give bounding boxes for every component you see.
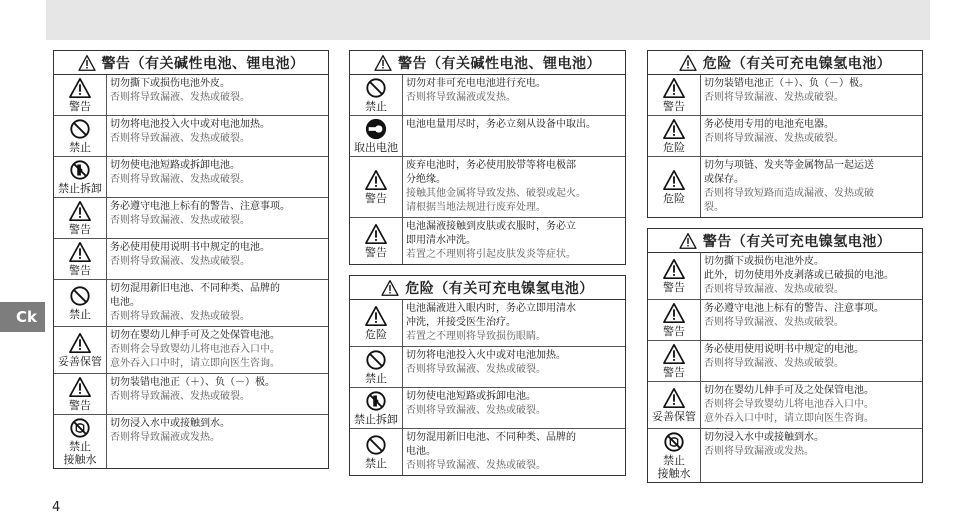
prohibited-icon — [365, 77, 387, 99]
consequence-text: 否则将导致漏液、发热或破裂。 — [406, 405, 546, 416]
instruction-text: 切勿在婴幼儿伸手可及之处保管电池。 — [704, 385, 874, 396]
warning-triangle-icon — [663, 302, 685, 324]
symbol-label: 禁止 — [365, 457, 387, 470]
safety-row — [54, 238, 328, 279]
safety-box-title: 危险（有关可充电镍氢电池） — [702, 55, 892, 72]
safety-row — [648, 115, 922, 156]
warning-triangle-icon — [69, 200, 91, 222]
symbol-cell — [648, 157, 701, 217]
no-disassemble-icon — [365, 390, 387, 412]
keep-away-from-children-icon — [663, 387, 685, 409]
symbol-cell — [54, 116, 107, 156]
safety-row — [350, 387, 625, 428]
text-cell — [107, 374, 328, 414]
no-water-icon — [663, 431, 685, 453]
text-cell — [403, 429, 625, 475]
text-cell — [701, 157, 922, 217]
safety-row — [648, 428, 922, 482]
text-cell — [701, 116, 922, 156]
safety-row — [648, 253, 922, 299]
symbol-label: 警告 — [663, 366, 685, 379]
consequence-text: 否则将导致漏液、发热或破裂。 — [704, 92, 844, 103]
header-warning-icon — [374, 55, 392, 71]
safety-box-header — [54, 51, 328, 75]
header-warning-icon — [679, 233, 697, 249]
page-number: 4 — [52, 500, 61, 515]
instruction-text: 切勿浸入水中或接触到水。 — [704, 432, 824, 443]
consequence-text: 否则将导致漏液、发热或破裂。 — [110, 311, 250, 322]
instruction-text: 切勿装错电池正（＋）、负（－）极。 — [704, 78, 869, 89]
consequence-text: 裂。 — [704, 202, 724, 213]
symbol-label: 取出电池 — [354, 141, 398, 154]
safety-row — [54, 373, 328, 414]
symbol-cell — [54, 75, 107, 115]
safety-row — [54, 279, 328, 326]
consequence-text: 否则将导致漏液或发热。 — [110, 432, 220, 443]
instruction-text: 电池漏液接触到皮肤或衣服时，务必立 — [406, 221, 576, 232]
consequence-text: 否则将导致漏液、发热或破裂。 — [704, 317, 844, 328]
consequence-text: 否则将导致短路而造成漏液、发热或破 — [704, 188, 874, 199]
symbol-cell — [54, 280, 107, 326]
header-warning-icon — [679, 55, 697, 71]
column-middle — [349, 50, 626, 476]
symbol-label: 禁止 — [69, 141, 91, 154]
instruction-text: 切勿混用新旧电池、不同种类、品牌的 — [406, 432, 576, 443]
text-cell — [107, 116, 328, 156]
symbol-label: 禁止 — [365, 100, 387, 113]
no-disassemble-icon — [69, 159, 91, 181]
warning-triangle-icon — [365, 223, 387, 245]
text-cell — [403, 218, 625, 264]
symbol-label: 禁止 接触水 — [657, 454, 691, 480]
symbol-cell — [350, 347, 403, 387]
safety-row — [648, 340, 922, 381]
header-warning-icon — [381, 280, 399, 296]
top-banner — [46, 0, 930, 40]
warning-triangle-icon — [365, 169, 387, 191]
symbol-cell — [54, 198, 107, 238]
symbol-label: 警告 — [663, 281, 685, 294]
symbol-cell — [350, 300, 403, 346]
instruction-text: 切勿将电池投入火中或对电池加热。 — [110, 119, 270, 130]
instruction-text: 务必使用使用说明书中规定的电池。 — [704, 344, 864, 355]
symbol-cell — [350, 429, 403, 475]
instruction-text: 务必使用使用说明书中规定的电池。 — [110, 242, 270, 253]
safety-box-header — [350, 276, 625, 300]
warning-triangle-icon — [663, 77, 685, 99]
safety-row — [54, 115, 328, 156]
text-cell — [107, 280, 328, 326]
instruction-text: 切勿浸入水中或接触到水。 — [110, 418, 230, 429]
text-cell — [701, 382, 922, 428]
warning-triangle-icon — [663, 118, 685, 140]
warning-triangle-icon — [69, 77, 91, 99]
symbol-cell — [648, 382, 701, 428]
instruction-text: 务必遵守电池上标有的警告、注意事项。 — [704, 303, 884, 314]
text-cell — [403, 388, 625, 428]
text-cell — [701, 341, 922, 381]
safety-row — [54, 326, 328, 373]
consequence-text: 否则将导致漏液、发热或破裂。 — [110, 256, 250, 267]
safety-row — [54, 156, 328, 197]
symbol-label: 禁止 接触水 — [63, 440, 97, 466]
instruction-text: 冲洗，并接受医生治疗。 — [406, 317, 516, 328]
symbol-label: 妥善保管 — [652, 410, 696, 423]
symbol-cell — [54, 327, 107, 373]
instruction-text: 电池漏液进入眼内时，务必立即用清水 — [406, 303, 576, 314]
instruction-text: 切勿将电池投入火中或对电池加热。 — [406, 350, 566, 361]
symbol-cell — [350, 157, 403, 217]
symbol-label: 禁止 — [365, 372, 387, 385]
instruction-text: 分绝缘。 — [406, 174, 446, 185]
instruction-text: 即用清水冲洗。 — [406, 235, 476, 246]
symbol-label: 禁止 — [69, 308, 91, 321]
instruction-text: 此外，切勿使用外皮剥落或已破损的电池。 — [704, 270, 894, 281]
consequence-text: 接触其他金属将导致发热、破裂或起火。 — [406, 188, 586, 199]
text-cell — [403, 157, 625, 217]
consequence-text: 否则将导致漏液、发热或破裂。 — [110, 133, 250, 144]
consequence-text: 若置之不理则将导致损伤眼睛。 — [406, 331, 546, 342]
symbol-label: 警告 — [663, 100, 685, 113]
instruction-text: 切勿对非可充电电池进行充电。 — [406, 78, 546, 89]
symbol-cell — [648, 75, 701, 115]
symbol-label: 警告 — [365, 246, 387, 259]
text-cell — [403, 300, 625, 346]
consequence-text: 否则将导致漏液、发热或破裂。 — [110, 174, 250, 185]
symbol-label: 危险 — [663, 141, 685, 154]
safety-row — [350, 75, 625, 115]
safety-row — [54, 197, 328, 238]
consequence-text: 若置之不理则将引起皮肤发炎等症状。 — [406, 249, 576, 260]
consequence-text: 否则将导致漏液、发热或破裂。 — [704, 358, 844, 369]
safety-row — [350, 115, 625, 156]
instruction-text: 务必使用专用的电池充电器。 — [704, 119, 834, 130]
instruction-text: 电池。 — [110, 297, 140, 308]
safety-box — [647, 50, 923, 218]
instruction-text: 切勿在婴幼儿伸手可及之处保管电池。 — [110, 330, 280, 341]
safety-box-header — [350, 51, 625, 75]
consequence-text: 意外吞入口中时，请立即向医生咨询。 — [110, 358, 280, 369]
warning-triangle-icon — [69, 376, 91, 398]
text-cell — [403, 75, 625, 115]
text-cell — [107, 239, 328, 279]
instruction-text: 切勿装错电池正（＋）、负（－）极。 — [110, 377, 275, 388]
symbol-cell — [350, 388, 403, 428]
text-cell — [107, 415, 328, 468]
safety-box — [349, 50, 626, 265]
symbol-label: 妥善保管 — [58, 355, 102, 368]
consequence-text: 否则将导致漏液、发热或破裂。 — [406, 364, 546, 375]
text-cell — [403, 347, 625, 387]
safety-box-title: 警告（有关碱性电池、锂电池） — [398, 55, 601, 72]
column-right — [647, 50, 923, 483]
safety-row — [54, 75, 328, 115]
keep-away-from-children-icon — [69, 332, 91, 354]
header-warning-icon — [78, 55, 96, 71]
text-cell — [701, 253, 922, 299]
instruction-text: 切勿使电池短路或拆卸电池。 — [406, 391, 536, 402]
no-water-icon — [69, 417, 91, 439]
symbol-label: 警告 — [69, 399, 91, 412]
prohibited-icon — [365, 349, 387, 371]
safety-row — [54, 414, 328, 468]
warning-triangle-icon — [663, 258, 685, 280]
safety-box — [53, 50, 329, 469]
safety-box-title: 危险（有关可充电镍氢电池） — [405, 280, 594, 297]
safety-row — [350, 156, 625, 217]
instruction-text: 切勿混用新旧电池、不同种类、品牌的 — [110, 283, 280, 294]
safety-box-header — [648, 51, 922, 75]
safety-row — [350, 428, 625, 475]
instruction-text: 切勿撕下或损伤电池外皮。 — [704, 256, 824, 267]
symbol-cell — [350, 116, 403, 156]
safety-row — [350, 300, 625, 346]
symbol-cell — [54, 415, 107, 468]
consequence-text: 否则将导致漏液或发热。 — [704, 446, 814, 457]
symbol-label: 禁止拆卸 — [354, 413, 398, 426]
consequence-text: 否则将导致漏液、发热或破裂。 — [704, 133, 844, 144]
symbol-cell — [648, 253, 701, 299]
text-cell — [701, 429, 922, 482]
prohibited-icon — [69, 118, 91, 140]
safety-row — [648, 156, 922, 217]
warning-triangle-icon — [663, 169, 685, 191]
warning-triangle-icon — [365, 305, 387, 327]
text-cell — [107, 157, 328, 197]
text-cell — [701, 300, 922, 340]
instruction-text: 切勿使电池短路或拆卸电池。 — [110, 160, 240, 171]
text-cell — [107, 198, 328, 238]
symbol-cell — [350, 218, 403, 264]
safety-box-title: 警告（有关碱性电池、锂电池） — [101, 55, 305, 72]
prohibited-icon — [69, 285, 91, 307]
symbol-label: 危险 — [663, 192, 685, 205]
instruction-text: 切勿撕下或损伤电池外皮。 — [110, 78, 230, 89]
symbol-cell — [54, 374, 107, 414]
consequence-text: 否则将导致漏液、发热或破裂。 — [704, 284, 844, 295]
safety-box-title: 警告（有关可充电镍氢电池） — [702, 233, 892, 250]
safety-row — [648, 299, 922, 340]
symbol-cell — [648, 341, 701, 381]
instruction-text: 或保存。 — [704, 174, 744, 185]
symbol-cell — [54, 239, 107, 279]
symbol-cell — [648, 300, 701, 340]
symbol-cell — [54, 157, 107, 197]
instruction-text: 务必遵守电池上标有的警告、注意事项。 — [110, 201, 290, 212]
consequence-text: 意外吞入口中时，请立即向医生咨询。 — [704, 413, 874, 424]
consequence-text: 否则将导致漏液、发热或破裂。 — [406, 460, 546, 471]
instruction-text: 电池。 — [406, 446, 436, 457]
consequence-text: 否则将导致漏液或发热。 — [406, 92, 516, 103]
safety-row — [350, 217, 625, 264]
symbol-label: 警告 — [365, 192, 387, 205]
column-left — [53, 50, 329, 469]
consequence-text: 否则将导致漏液、发热或破裂。 — [110, 391, 250, 402]
consequence-text: 否则将导致漏液、发热或破裂。 — [110, 92, 250, 103]
language-tab: Ck — [0, 302, 45, 332]
prohibited-icon — [365, 434, 387, 456]
warning-triangle-icon — [69, 241, 91, 263]
safety-box — [349, 275, 626, 476]
instruction-text: 废弃电池时，务必使用胶带等将电极部 — [406, 160, 576, 171]
text-cell — [403, 116, 625, 156]
safety-row — [350, 346, 625, 387]
symbol-cell — [350, 75, 403, 115]
symbol-cell — [648, 116, 701, 156]
symbol-label: 警告 — [69, 100, 91, 113]
symbol-label: 危险 — [365, 328, 387, 341]
symbol-label: 警告 — [663, 325, 685, 338]
safety-row — [648, 75, 922, 115]
safety-row — [648, 381, 922, 428]
text-cell — [107, 75, 328, 115]
warning-triangle-icon — [663, 343, 685, 365]
safety-box-header — [648, 229, 922, 253]
safety-box — [647, 228, 923, 483]
text-cell — [107, 327, 328, 373]
consequence-text: 否则将导致漏液、发热或破裂。 — [110, 215, 250, 226]
symbol-label: 警告 — [69, 223, 91, 236]
instruction-text: 切勿与项链、发夹等金属物品一起运送 — [704, 160, 874, 171]
consequence-text: 否则将会导致婴幼儿将电池吞入口中。 — [110, 344, 280, 355]
symbol-cell — [648, 429, 701, 482]
consequence-text: 否则将会导致婴幼儿将电池吞入口中。 — [704, 399, 874, 410]
remove-battery-icon — [365, 118, 387, 140]
symbol-label: 警告 — [69, 264, 91, 277]
consequence-text: 请根据当地法规进行废弃处理。 — [406, 202, 546, 213]
instruction-text: 电池电量用尽时，务必立刻从设备中取出。 — [406, 119, 596, 130]
symbol-label: 禁止拆卸 — [58, 182, 102, 195]
text-cell — [701, 75, 922, 115]
